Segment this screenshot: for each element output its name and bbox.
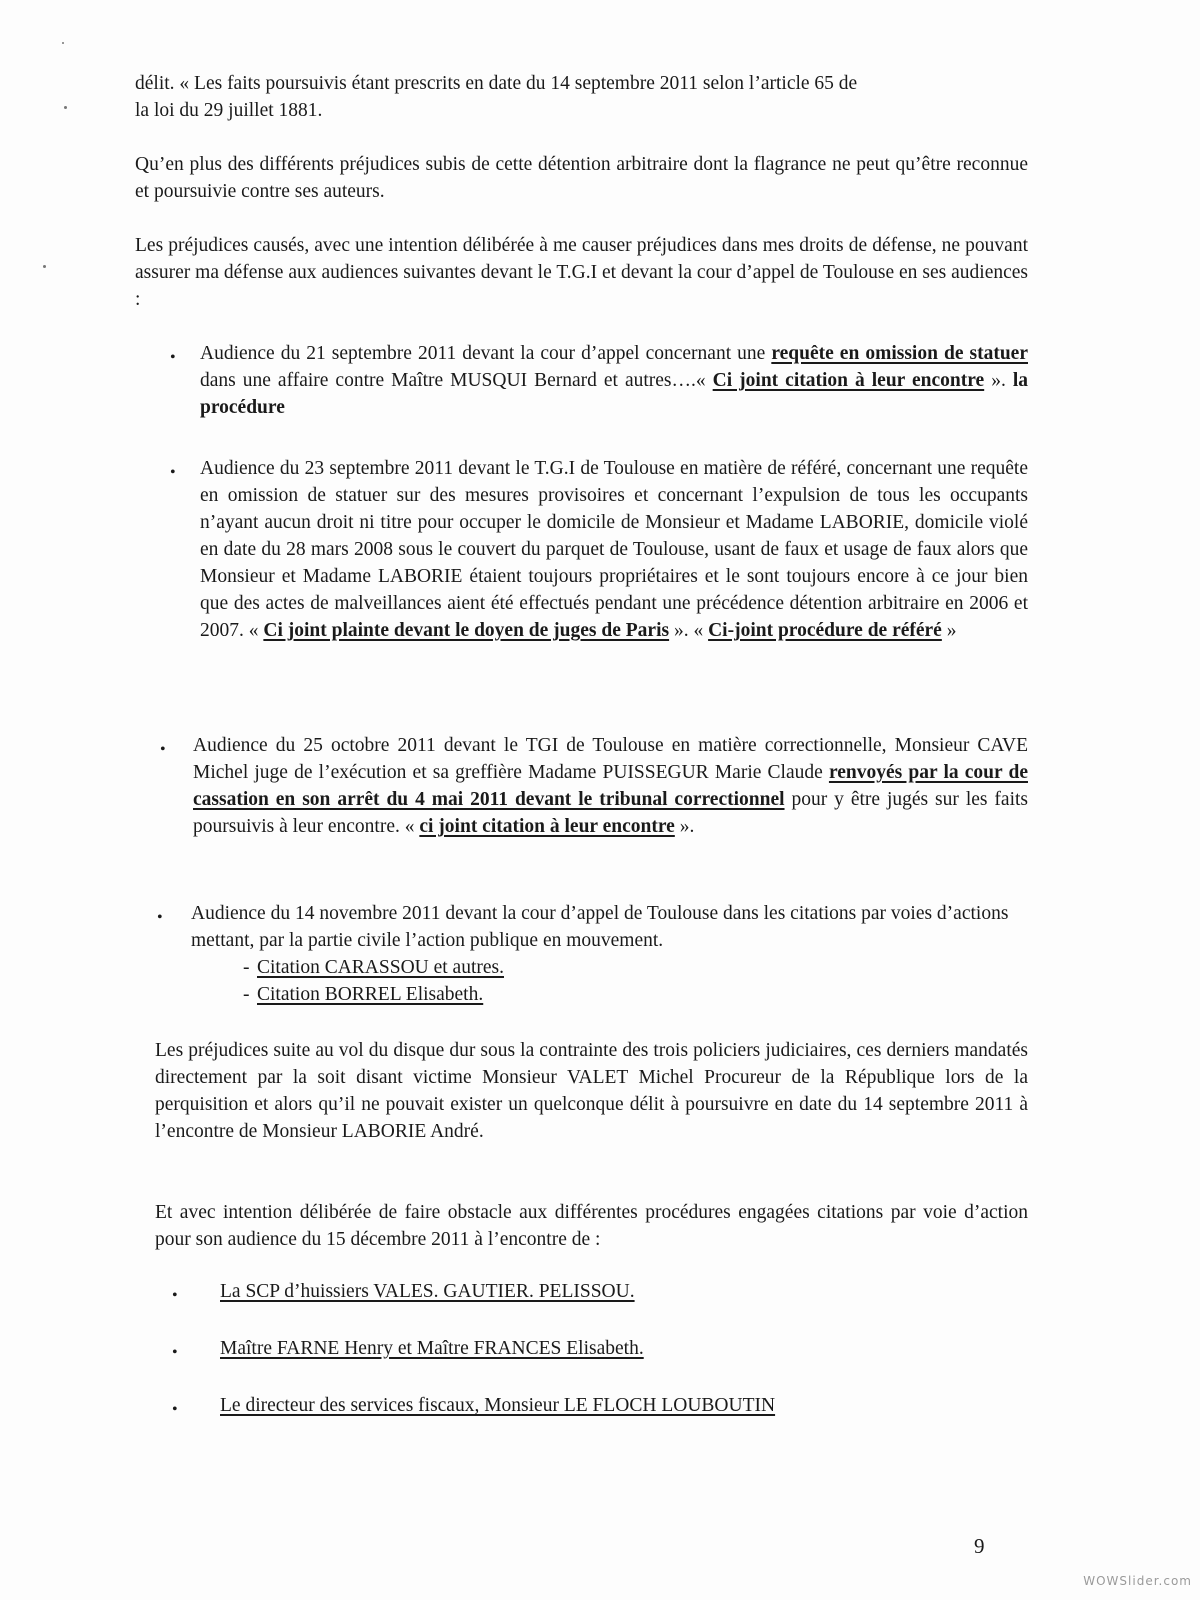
hearing-item-14-november: Audience du 14 novembre 2011 devant la cour d’appel de Toulouse dans les citations par voies d’actions mettant, par la partie civile l’action publique en mouvement. (191, 903, 1009, 951)
paragraph-line: la loi du 29 juillet 1881. (135, 100, 323, 121)
attachment-reference: ci joint citation à leur encontre (419, 816, 675, 837)
hearing-item-21-september (200, 340, 1028, 421)
bullet-icon: • (172, 1401, 178, 1418)
hearing-text: ». (984, 370, 1013, 391)
target-farne-frances: Maître FARNE Henry et Maître FRANCES Elisabeth. (220, 1338, 644, 1359)
scan-speck (43, 265, 46, 268)
paragraph-line: délit. « Les faits poursuivis étant prescrits en date du 14 septembre 2011 selon l’article 65 de (135, 73, 858, 94)
hearing-item-25-october (193, 732, 1028, 840)
paragraph-prejudices-detention: Qu’en plus des différents préjudices subis de cette détention arbitraire dont la flagrance ne peut qu’être reconnue et poursuivie contre ses auteurs. (135, 154, 1028, 202)
target-scp-huissiers: La SCP d’huissiers VALES. GAUTIER. PELISSOU. (220, 1281, 635, 1302)
hearing-text: pour y être jugés sur les faits poursuivis à leur encontre. « (193, 789, 1028, 837)
page-number: 9 (974, 1534, 985, 1558)
hearing-text: Audience du 23 septembre 2011 devant le T.G.I de Toulouse en matière de référé, concernant une requête en omission de statuer sur des mesures provisoires et concernant l’expulsion de tous les occupants n’ayant aucun droit ni titre pour occuper le domicile de Monsieur et Madame LABORIE, domicile violé en date du 28 mars 2008 sous le couvert du parquet de Toulouse, usant de faux et usage de faux alors que Monsieur et Madame LABORIE étaient toujours propriétaires et le sont toujours encore à ce jour bien que des actes de malveillances aient été effectués pendant une précédence détention arbitraire en 2006 et 2007. « (200, 458, 1028, 641)
dash-marker: - (243, 957, 250, 978)
hearing-emphasis: renvoyés par la cour de cassation en son arrêt du 4 mai 2011 devant le tribunal correctionnel (193, 762, 1028, 810)
scan-speck (64, 106, 67, 109)
bullet-icon: • (172, 1344, 178, 1361)
bullet-icon: • (157, 909, 163, 926)
attachment-reference: Ci-joint procédure de référé (708, 620, 942, 641)
hearing-text: ». « (669, 620, 709, 641)
paragraph-delit (135, 70, 1035, 124)
citation-borrel: Citation BORREL Elisabeth. (257, 984, 484, 1005)
scan-speck (62, 42, 64, 44)
hearing-text: ». (674, 816, 695, 837)
attachment-reference: Ci joint plainte devant le doyen de juges de Paris (263, 620, 670, 641)
hearing-text: Audience du 25 octobre 2011 devant le TGI de Toulouse en matière correctionnelle, Monsieur CAVE Michel juge de l’exécution et sa greffière Madame PUISSEGUR Marie Claude (193, 735, 1028, 783)
paragraph-obstacle: Et avec intention délibérée de faire obstacle aux différentes procédures engagées citations par voie d’action pour son audience du 15 décembre 2011 à l’encontre de : (155, 1202, 1028, 1250)
citation-carassou: Citation CARASSOU et autres. (257, 957, 504, 978)
hearing-text: dans une affaire contre Maître MUSQUI Bernard et autres….« (200, 370, 713, 391)
hearing-text: Audience du 21 septembre 2011 devant la cour d’appel concernant une (200, 343, 772, 364)
paragraph-disque-dur: Les préjudices suite au vol du disque dur sous la contrainte des trois policiers judiciaires, ces derniers mandatés directement par la soit disant victime Monsieur VALET Michel Procureur de la République lors de la perquisition et alors qu’il ne pouvait exister un quelconque délit à poursuivre en date du 14 septembre 2011 à l’encontre de Monsieur LABORIE André. (155, 1040, 1028, 1142)
bullet-icon: • (170, 464, 176, 481)
target-directeur-fiscaux: Le directeur des services fiscaux, Monsieur LE FLOCH LOUBOUTIN (220, 1395, 776, 1416)
hearing-emphasis: requête en omission de statuer (771, 343, 1028, 364)
watermark: WOWSlider.com (1083, 1574, 1192, 1588)
hearing-emphasis: la procédure (200, 370, 1028, 418)
paragraph-prejudices-causes: Les préjudices causés, avec une intention délibérée à me causer préjudices dans mes droits de défense, ne pouvant assurer ma défense aux audiences suivantes devant le T.G.I et devant la cour d’appel de Toulouse en ses audiences : (135, 235, 1028, 310)
dash-marker: - (243, 984, 250, 1005)
bullet-icon: • (170, 349, 176, 366)
bullet-icon: • (160, 741, 166, 758)
bullet-icon: • (172, 1287, 178, 1304)
attachment-reference: Ci joint citation à leur encontre (712, 370, 985, 391)
hearing-text: » (941, 620, 957, 641)
hearing-item-23-september (200, 455, 1028, 644)
